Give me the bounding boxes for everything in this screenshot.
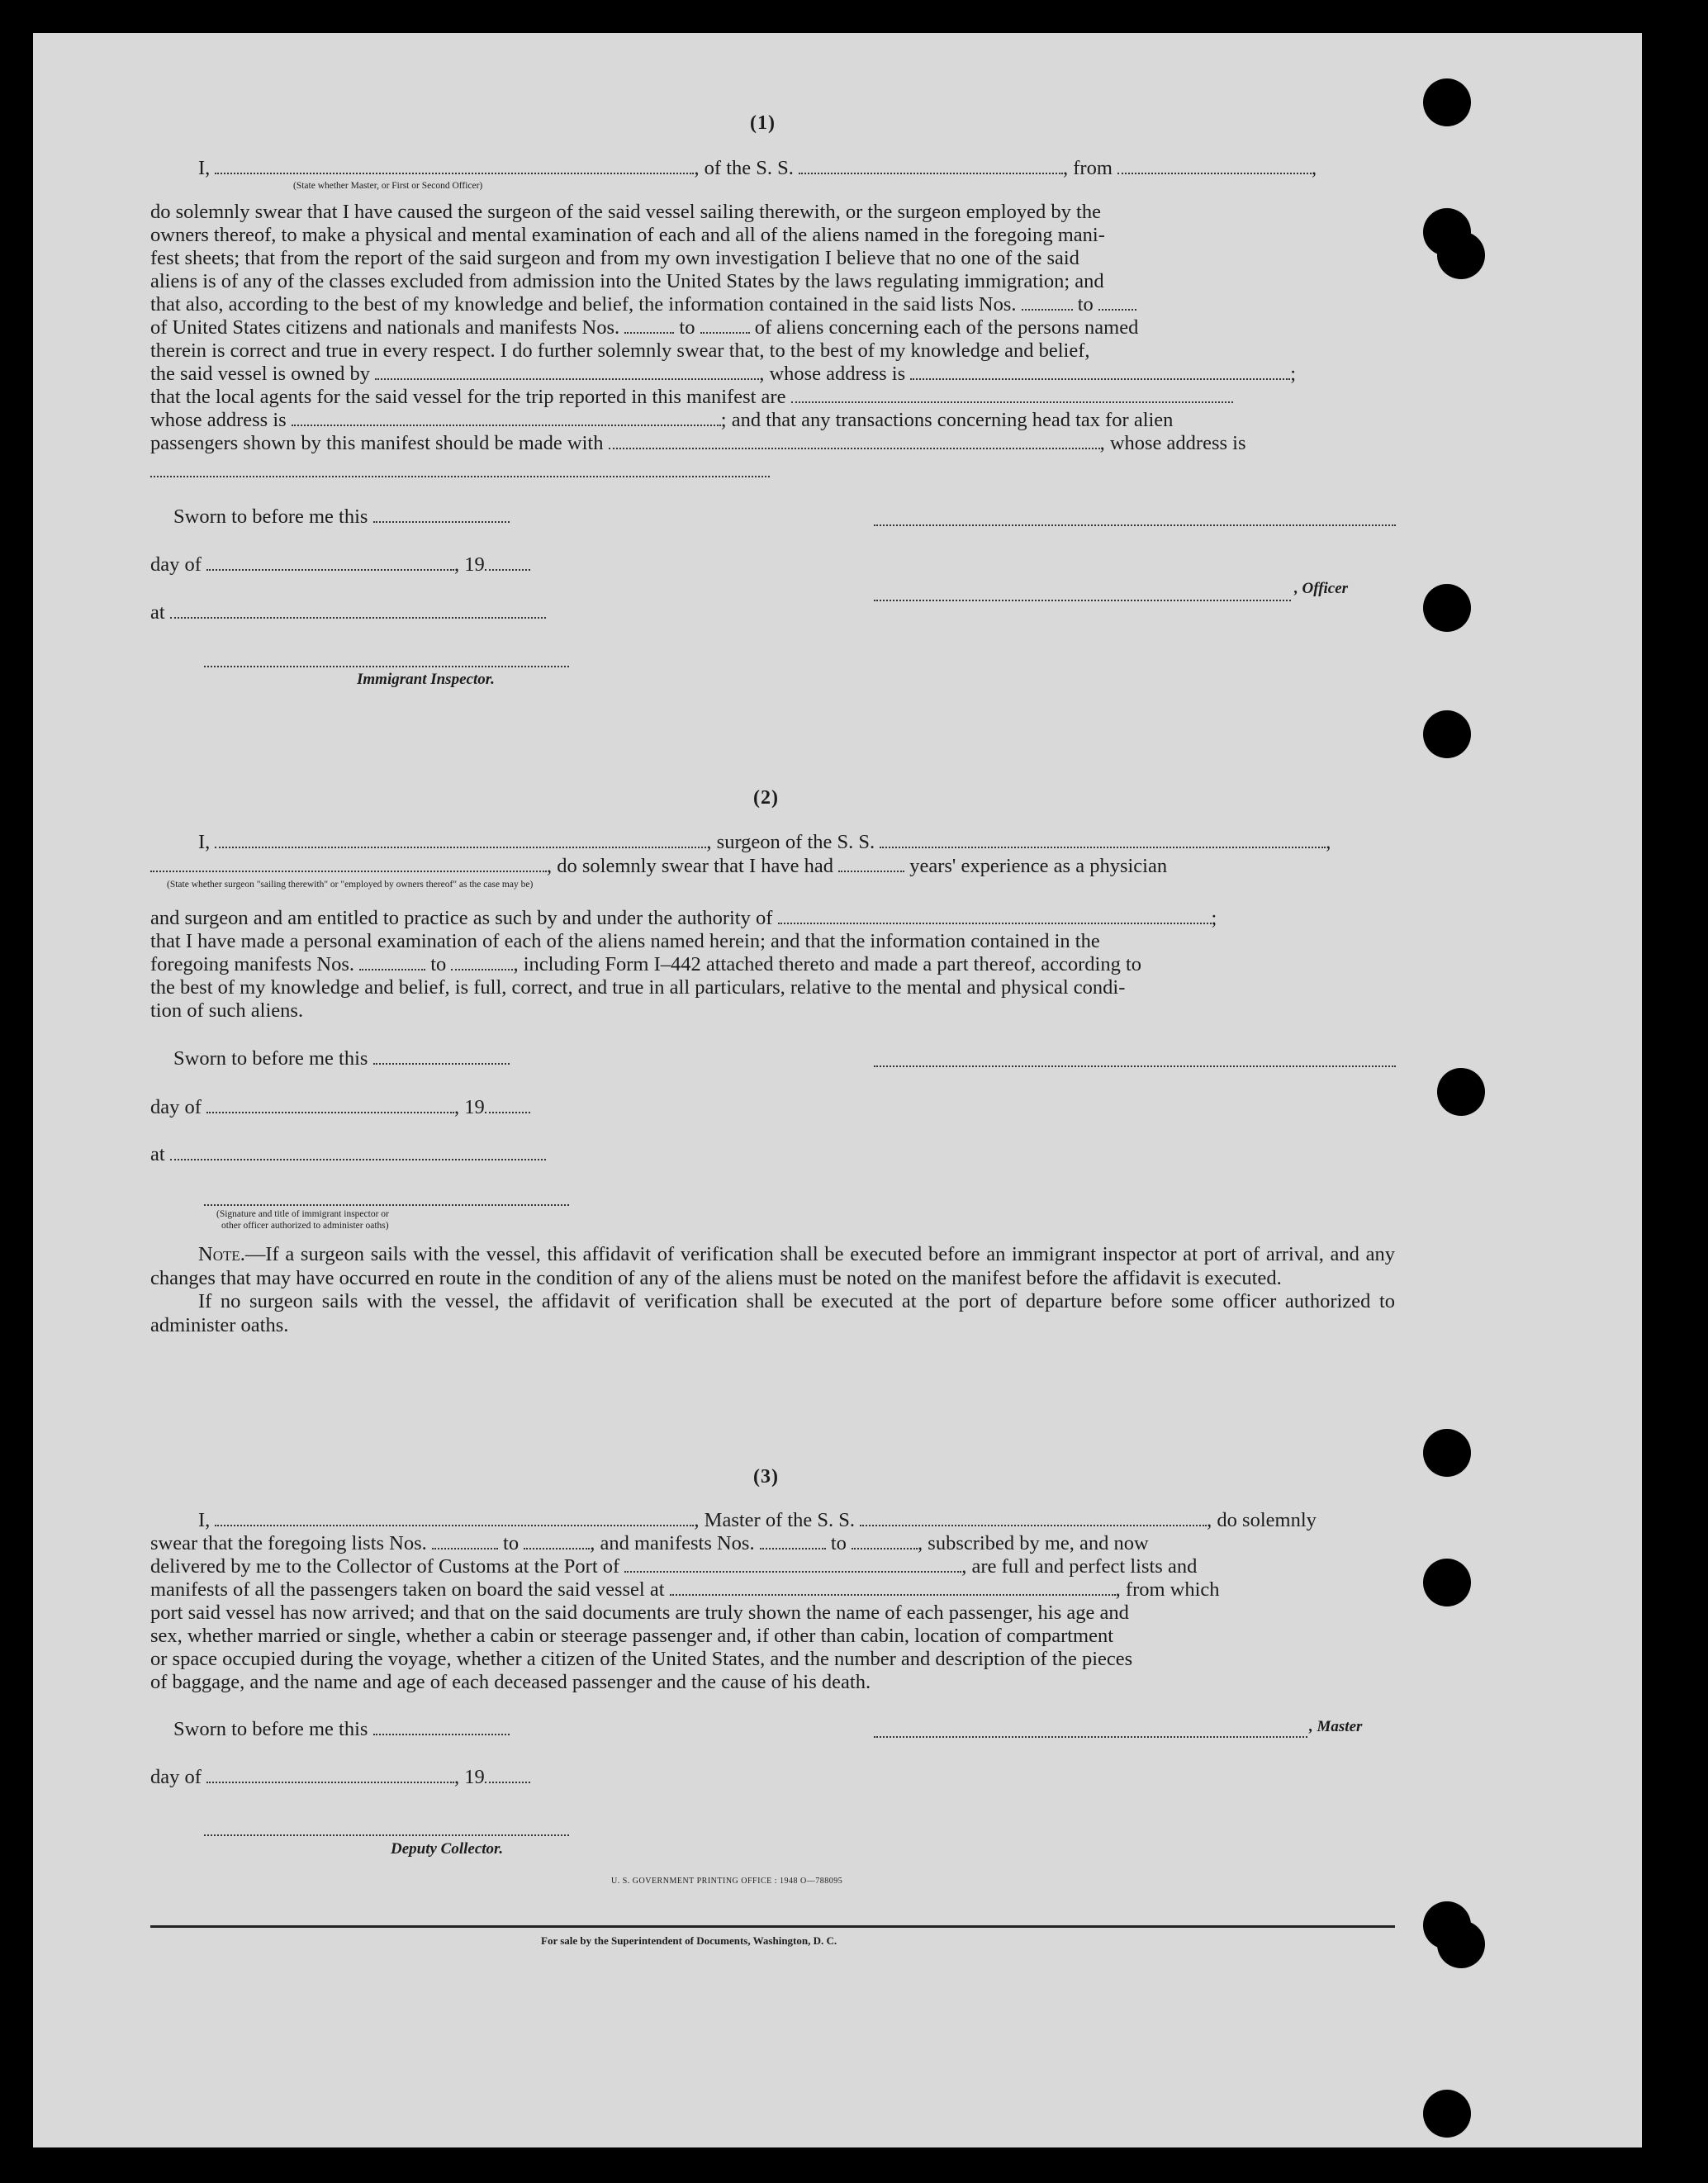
oath-line: owners thereof, to make a physical and mental examination of each and all of the aliens named in the foregoing mani- <box>150 224 1105 246</box>
oath-line: and surgeon and am entitled to practice as such by and under the authority of ; <box>150 907 1217 929</box>
signature-note: (Signature and title of immigrant inspector or <box>216 1209 389 1219</box>
local-agents-field[interactable] <box>791 388 1233 403</box>
footer-rule <box>150 1925 1395 1928</box>
manifests-from-field[interactable] <box>624 319 674 334</box>
oath-line: swear that the foregoing lists Nos. to , and manifests Nos. to , subscribed by me, and now <box>150 1532 1149 1554</box>
oath-line: that also, according to the best of my knowledge and belief, the information contained in the said lists Nos. to <box>150 293 1136 316</box>
oath-line: , do solemnly swear that I have had years' experience as a physician <box>150 855 1167 878</box>
day-of-label: day of , 19 <box>150 1766 530 1789</box>
sale-notice: For sale by the Superintendent of Documents, Washington, D. C. <box>541 1934 837 1947</box>
manifests-from-field[interactable] <box>359 956 425 970</box>
lists-from-field[interactable] <box>1022 296 1073 311</box>
sworn-label: Sworn to before me this <box>173 505 510 529</box>
surgeon-type-field[interactable] <box>215 833 706 848</box>
punch-hole <box>1423 78 1471 126</box>
oath-line: the best of my knowledge and belief, is full, correct, and true in all particulars, relative to the mental and physical condi- <box>150 976 1126 999</box>
officer-rank-field[interactable] <box>215 159 694 174</box>
punch-hole <box>1437 1920 1485 1968</box>
oath-line: of United States citizens and nationals and manifests Nos. to of aliens concerning each of the persons named <box>150 316 1139 339</box>
at-place-field[interactable] <box>170 604 546 619</box>
signature-note: other officer authorized to administer oaths) <box>221 1221 389 1231</box>
punch-hole <box>1423 584 1471 632</box>
lists-from-field[interactable] <box>432 1535 498 1549</box>
vessel-name-field[interactable] <box>799 159 1063 174</box>
at-label: at <box>150 1143 546 1166</box>
punch-hole <box>1423 710 1471 758</box>
section-number: (1) <box>750 112 776 134</box>
deputy-signature-line[interactable] <box>204 1834 569 1836</box>
year-field[interactable] <box>485 556 530 571</box>
punch-hole <box>1423 1559 1471 1606</box>
section-number: (3) <box>753 1466 779 1488</box>
month-field[interactable] <box>206 1099 454 1113</box>
oath-line: whose address is ; and that any transactions concerning head tax for alien <box>150 409 1174 431</box>
oath-line: that I have made a personal examination of each of the aliens named herein; and that the information contained in the <box>150 930 1100 952</box>
printing-office: U. S. GOVERNMENT PRINTING OFFICE : 1948 O—788095 <box>611 1877 843 1886</box>
oath-line: aliens is of any of the classes excluded from admission into the United States by the laws regulating immigration; and <box>150 270 1104 292</box>
authority-field[interactable] <box>778 909 1212 924</box>
port-field[interactable] <box>624 1558 961 1573</box>
punch-hole <box>1437 1068 1485 1116</box>
sworn-date-field[interactable] <box>373 508 510 523</box>
oath-line: I, , surgeon of the S. S. , <box>198 831 1331 853</box>
inspector-signature-line[interactable] <box>204 1204 569 1206</box>
oath-line: port said vessel has now arrived; and that on the said documents are truly shown the name of each passenger, his age and <box>150 1602 1129 1624</box>
punch-hole <box>1437 231 1485 279</box>
owner-field[interactable] <box>375 365 759 380</box>
month-field[interactable] <box>206 1768 454 1783</box>
month-field[interactable] <box>206 556 454 571</box>
section-number: (2) <box>753 787 779 809</box>
boarding-port-field[interactable] <box>670 1581 1116 1596</box>
oath-line: of baggage, and the name and age of each deceased passenger and the cause of his death. <box>150 1671 871 1693</box>
manifests-to-field[interactable] <box>700 319 750 334</box>
note-block <box>150 1243 1395 1337</box>
sworn-date-field[interactable] <box>373 1720 510 1735</box>
oath-line: I, , Master of the S. S. , do solemnly <box>198 1509 1317 1531</box>
lists-to-field[interactable] <box>1098 296 1136 311</box>
oath-line: sex, whether married or single, whether a cabin or steerage passenger and, if other than cabin, location of compartment <box>150 1625 1114 1647</box>
master-name-field[interactable] <box>215 1511 694 1526</box>
oath-line: I, , of the S. S. , from , <box>198 157 1317 179</box>
note-label: Note. <box>198 1243 245 1265</box>
sworn-date-field[interactable] <box>373 1050 510 1065</box>
oath-line: tion of such aliens. <box>150 999 304 1022</box>
surgeon-signature-line[interactable] <box>874 1065 1396 1067</box>
sworn-label: Sworn to before me this <box>173 1047 510 1070</box>
head-tax-agent-field[interactable] <box>609 434 1100 449</box>
day-of-label: day of , 19 <box>150 1096 530 1119</box>
note-text-2: If no surgeon sails with the vessel, the affidavit of verification shall be executed at the port of departure before some officer authorized to administer oaths. <box>150 1290 1395 1336</box>
manifests-from-field[interactable] <box>760 1535 826 1549</box>
sworn-label: Sworn to before me this <box>173 1718 510 1741</box>
agents-address-field[interactable] <box>292 411 721 426</box>
oath-line: passengers shown by this manifest should be made with , whose address is <box>150 432 1246 454</box>
oath-line: the said vessel is owned by , whose address is ; <box>150 363 1297 385</box>
manifests-to-field[interactable] <box>852 1535 918 1549</box>
punch-hole <box>1423 1429 1471 1477</box>
officer-label: , Officer <box>1294 580 1349 597</box>
field-note: (State whether Master, or First or Second Officer) <box>293 181 483 191</box>
manifests-to-field[interactable] <box>451 956 513 970</box>
inspector-signature-line[interactable] <box>204 666 569 667</box>
oath-line: do solemnly swear that I have caused the surgeon of the said vessel sailing therewith, or the surgeon employed by the <box>150 201 1101 223</box>
vessel-name-field[interactable] <box>880 833 1326 848</box>
oath-line: foregoing manifests Nos. to , including Form I–442 attached thereto and made a part thereof, according to <box>150 953 1142 975</box>
deputy-label: Deputy Collector. <box>391 1840 504 1858</box>
at-label: at <box>150 601 546 624</box>
year-field[interactable] <box>485 1099 530 1113</box>
oath-line: that the local agents for the said vessel for the trip reported in this manifest are <box>150 386 1233 409</box>
oath-line: fest sheets; that from the report of the said surgeon and from my own investigation I believe that no one of the said <box>150 247 1079 269</box>
from-port-field[interactable] <box>1117 159 1312 174</box>
years-field[interactable] <box>838 857 904 872</box>
punch-hole <box>1423 2090 1471 2138</box>
oath-line: therein is correct and true in every respect. I do further solemnly swear that, to the best of my knowledge and belief, <box>150 339 1090 362</box>
vessel-name-field[interactable] <box>860 1511 1207 1526</box>
oath-line: or space occupied during the voyage, whether a citizen of the United States, and the number and description of the pieces <box>150 1648 1133 1670</box>
master-label: , Master <box>1309 1718 1363 1735</box>
master-signature-line[interactable] <box>874 1736 1307 1738</box>
day-of-label: day of , 19 <box>150 553 530 577</box>
officer-name-line[interactable] <box>874 600 1291 601</box>
oath-line: manifests of all the passengers taken on board the said vessel at , from which <box>150 1578 1220 1601</box>
at-place-field[interactable] <box>170 1146 546 1160</box>
oath-line: delivered by me to the Collector of Customs at the Port of , are full and perfect lists and <box>150 1555 1198 1578</box>
address-continuation-field[interactable] <box>150 476 770 477</box>
officer-signature-line[interactable] <box>874 524 1396 526</box>
note-text: —If a surgeon sails with the vessel, this affidavit of verification shall be executed before an immigrant inspector at port of arrival, and any changes that may have occurred en route in the condition of any of the aliens must be noted on the manifest before the affidavit is executed. <box>150 1243 1395 1289</box>
year-field[interactable] <box>485 1768 530 1783</box>
field-note: (State whether surgeon "sailing therewith" or "employed by owners thereof" as the case may be) <box>167 880 534 890</box>
inspector-label: Immigrant Inspector. <box>357 671 495 688</box>
surgeon-name-field[interactable] <box>150 857 547 872</box>
lists-to-field[interactable] <box>524 1535 590 1549</box>
owner-address-field[interactable] <box>910 365 1290 380</box>
form-page <box>33 33 1642 2147</box>
